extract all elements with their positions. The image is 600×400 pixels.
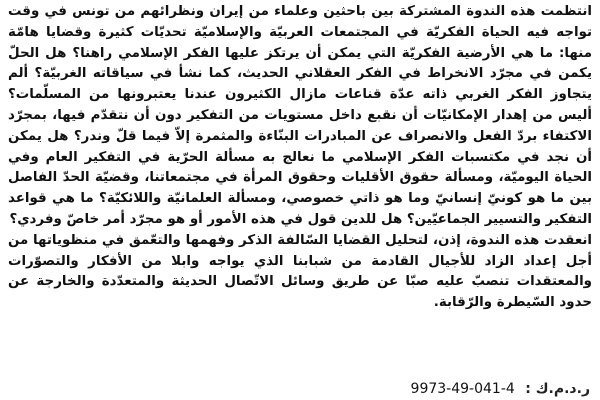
isbn-line (0, 378, 600, 400)
isbn-label: ر.د.م.ك : (525, 381, 590, 397)
paragraph-1: انتظمت هذه الندوة المشتركة بين باحثين وعلماء من إيران ونظرائهم من تونس في وقت تواجه فيه الحياة الفكريّة في المجتمعات العربيّة والإسلاميّة تحديّات كثيرة وقضايا هامّة منها: ما هي الأرضية الفكريّة التي يمكن أن يرتكز عليها الفكر الإسلامي راهنا؟ هل الحلّ يكمن في مجرّد الانخراط في الفكر العقلاني الحديث، كما نشأ في سياقاته الغربيّة؟ ألم يتجاوز الفكر الغربي ذاته عدّة قناعات مازال الكثيرون عندنا يعتبرونها من المسلّمات؟ أليس من إهدار الإمكانيّات أن نقبع داخل مستويات من التفكير دون أن نتقدّم فيها، بمجرّد الاكتفاء بردّ الفعل والانصراف عن المبادرات البنّاءة والمثمرة إلاّ فيما قلّ وندر؟ هل يمكن أن نجد في مكتسبات الفكر الإسلامي ما نعالج به مسألة الحرّية في التفكير العام وفي الحياة اليوميّة، ومسألة حقوق الأقليات وحقوق المرأة في مجتمعاتنا، وقضيّة الحدّ الفاصل بين ما هو كونيّ إنسانيّ وما هو ذاتي خصوصي، ومسألة العلمانيّة واللائكيّة؟ ما هي قواعد التفكير والتسيير الجماعيّين؟ هل للدين قول في هذه الأمور أو هو مجرّد أمر خاصّ وفردي؟ (8, 4, 592, 227)
isbn-number: 9973-49-041-4 (410, 381, 515, 397)
paragraph-2: انعقدت هذه الندوة، إذن، لتحليل القضايا السّالفة الذكر وفهمها والتعّمق في منظوياتها من أجل إعداد الزاد للأجيال القادمة من شبابنا الذي يواجه وابلا من الأفكار والتصوّرات والمعتقدات تنصبّ عليه صبّا عن طريق وسائل الاتّصال الحديثة والمتعدّدة والخارجة عن حدود السّيطرة والرّقابة. (8, 232, 592, 311)
